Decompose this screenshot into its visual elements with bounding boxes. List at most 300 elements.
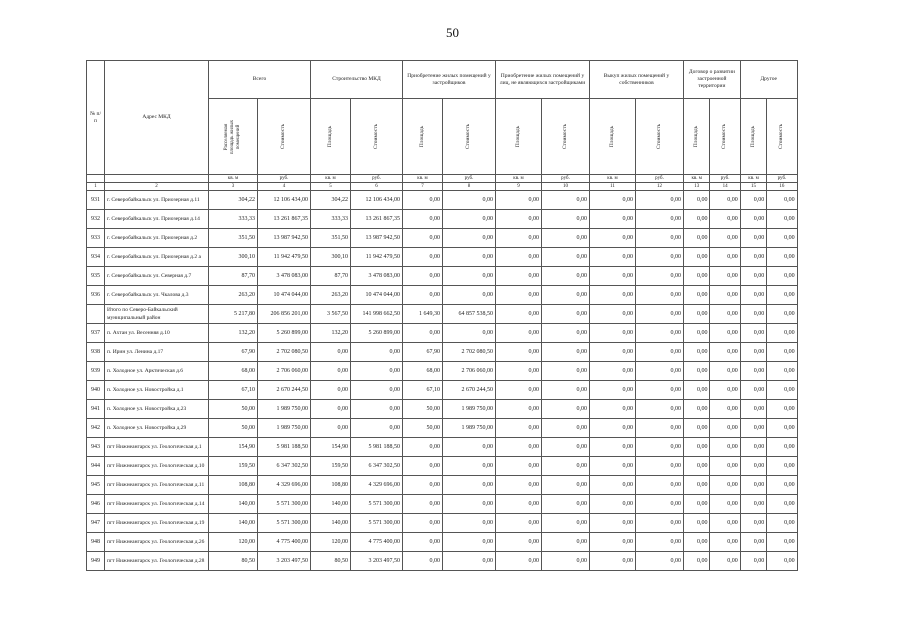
column-index: 8 [443,183,496,191]
value-cell: 0,00 [636,495,684,514]
row-number: 942 [87,419,105,438]
value-cell: 0,00 [636,248,684,267]
value-cell: 0,00 [496,229,542,248]
group-header: Другое [740,61,797,99]
value-cell: 0,00 [542,248,590,267]
value-cell: 0,00 [311,400,351,419]
value-cell: 0,00 [684,210,710,229]
value-cell: 0,00 [542,419,590,438]
value-cell: 0,00 [403,210,443,229]
units-blank [105,175,209,183]
value-cell: 0,00 [443,286,496,305]
group-header: Всего [209,61,311,99]
row-number: 941 [87,400,105,419]
value-cell: 67,90 [403,343,443,362]
value-cell: 0,00 [496,362,542,381]
value-cell: 0,00 [496,286,542,305]
value-cell: 11 942 479,50 [351,248,403,267]
column-header-label: Площадь [750,125,757,148]
table-row [87,286,798,305]
row-address: пгт Нижнеангарск ул. Геологическая д.14 [105,495,209,514]
value-cell: 3 203 497,50 [258,552,311,571]
value-cell: 0,00 [710,495,740,514]
row-number: 944 [87,457,105,476]
value-cell: 5 260 899,00 [351,324,403,343]
value-cell: 0,00 [767,495,797,514]
value-cell: 0,00 [710,248,740,267]
value-cell: 0,00 [496,552,542,571]
value-cell: 0,00 [636,514,684,533]
row-number: 949 [87,552,105,571]
value-cell: 0,00 [740,229,766,248]
table-row [87,305,798,324]
value-cell: 0,00 [542,552,590,571]
units-blank [87,175,105,183]
value-cell: 0,00 [636,267,684,286]
value-cell: 263,20 [209,286,258,305]
value-cell: 0,00 [542,457,590,476]
value-cell: 0,00 [767,362,797,381]
table-row [87,457,798,476]
value-cell: 0,00 [542,381,590,400]
table-row [87,438,798,457]
value-cell: 0,00 [710,419,740,438]
value-cell: 1 649,30 [403,305,443,324]
value-cell: 0,00 [403,286,443,305]
group-header: Строительство МКД [311,61,403,99]
column-index: 15 [740,183,766,191]
value-cell: 50,00 [403,400,443,419]
column-header-label: Площадь [326,125,333,148]
value-cell: 120,00 [209,533,258,552]
column-header-label: Стоимость [562,123,568,150]
value-cell: 0,00 [684,495,710,514]
value-cell: 0,00 [684,400,710,419]
value-cell: 0,00 [684,267,710,286]
value-cell: 154,90 [311,438,351,457]
value-cell: 0,00 [443,514,496,533]
value-cell: 0,00 [496,248,542,267]
value-cell: 0,00 [740,476,766,495]
value-cell: 13 987 942,50 [258,229,311,248]
value-cell: 0,00 [710,514,740,533]
value-cell: 0,00 [636,324,684,343]
value-cell: 0,00 [443,267,496,286]
value-cell: 0,00 [590,400,636,419]
value-cell: 0,00 [443,229,496,248]
value-cell: 0,00 [496,343,542,362]
value-cell: 3 567,50 [311,305,351,324]
value-cell: 0,00 [496,476,542,495]
value-cell: 0,00 [542,191,590,210]
value-cell: 0,00 [740,324,766,343]
group-header: Выкуп жилых помещений у собственников [590,61,684,99]
value-cell: 0,00 [496,210,542,229]
value-cell: 140,00 [311,495,351,514]
value-cell: 0,00 [542,400,590,419]
value-cell: 0,00 [767,419,797,438]
unit-cell: кв. м [496,175,542,183]
value-cell: 0,00 [496,324,542,343]
value-cell: 50,00 [209,400,258,419]
value-cell: 0,00 [740,457,766,476]
value-cell: 0,00 [542,267,590,286]
value-cell: 0,00 [767,248,797,267]
value-cell: 304,22 [311,191,351,210]
address-header: Адрес МКД [105,61,209,175]
value-cell: 0,00 [710,267,740,286]
value-cell: 0,00 [443,476,496,495]
unit-cell: руб. [710,175,740,183]
value-cell: 1 989 750,00 [443,400,496,419]
value-cell: 0,00 [636,533,684,552]
value-cell: 0,00 [311,343,351,362]
row-number: 940 [87,381,105,400]
page-number: 50 [446,25,459,40]
value-cell: 0,00 [740,248,766,267]
column-index: 11 [590,183,636,191]
value-cell: 0,00 [740,362,766,381]
value-cell: 159,50 [209,457,258,476]
value-cell: 0,00 [636,343,684,362]
value-cell: 0,00 [443,210,496,229]
value-cell: 0,00 [767,476,797,495]
value-cell: 0,00 [496,457,542,476]
value-cell: 206 856 201,00 [258,305,311,324]
table-row [87,191,798,210]
value-cell: 0,00 [636,362,684,381]
value-cell: 2 670 244,50 [258,381,311,400]
value-cell: 132,20 [209,324,258,343]
value-cell: 0,00 [710,210,740,229]
value-cell: 0,00 [710,438,740,457]
value-cell: 80,50 [311,552,351,571]
value-cell: 263,20 [311,286,351,305]
value-cell: 0,00 [684,533,710,552]
column-header-label: Стоимость [465,123,472,150]
column-header [209,99,258,175]
value-cell: 0,00 [740,495,766,514]
column-index: 16 [767,183,797,191]
row-number [87,305,105,324]
value-cell: 108,80 [209,476,258,495]
value-cell: 0,00 [710,286,740,305]
value-cell: 0,00 [767,457,797,476]
unit-cell: кв. м [403,175,443,183]
column-header [258,99,311,175]
value-cell: 6 347 302,50 [351,457,403,476]
column-index: 6 [351,183,403,191]
value-cell: 5 571 300,00 [258,495,311,514]
column-index: 10 [542,183,590,191]
row-number: 938 [87,343,105,362]
unit-cell: кв. м [684,175,710,183]
row-number: 936 [87,286,105,305]
value-cell: 0,00 [710,343,740,362]
value-cell: 1 989 750,00 [258,419,311,438]
value-cell: 0,00 [767,533,797,552]
value-cell: 0,00 [542,438,590,457]
value-cell: 0,00 [403,438,443,457]
table-row [87,324,798,343]
value-cell: 12 106 434,00 [351,191,403,210]
value-cell: 0,00 [590,191,636,210]
value-cell: 67,10 [209,381,258,400]
value-cell: 0,00 [403,324,443,343]
value-cell: 0,00 [542,210,590,229]
value-cell: 351,50 [209,229,258,248]
value-cell: 140,00 [311,514,351,533]
value-cell: 0,00 [590,419,636,438]
value-cell: 5 981 188,50 [351,438,403,457]
value-cell: 50,00 [209,419,258,438]
value-cell: 0,00 [351,362,403,381]
value-cell: 0,00 [311,362,351,381]
unit-cell: кв. м [311,175,351,183]
row-number: 931 [87,191,105,210]
value-cell: 0,00 [636,419,684,438]
value-cell: 0,00 [403,476,443,495]
value-cell: 300,10 [209,248,258,267]
value-cell: 0,00 [710,305,740,324]
value-cell: 0,00 [351,400,403,419]
unit-cell: кв. м [209,175,258,183]
value-cell: 0,00 [496,495,542,514]
value-cell: 0,00 [767,400,797,419]
unit-cell: кв. м [590,175,636,183]
value-cell: 0,00 [496,400,542,419]
value-cell: 0,00 [403,191,443,210]
value-cell: 0,00 [710,533,740,552]
value-cell: 3 203 497,50 [351,552,403,571]
column-header [443,99,496,175]
value-cell: 0,00 [767,552,797,571]
value-cell: 67,10 [403,381,443,400]
column-index: 3 [209,183,258,191]
table-row [87,210,798,229]
value-cell: 4 775 400,00 [351,533,403,552]
unit-cell: руб. [767,175,797,183]
value-cell: 0,00 [542,286,590,305]
row-address: п. Холодное ул. Новостройка д.1 [105,381,209,400]
value-cell: 0,00 [496,305,542,324]
value-cell: 0,00 [496,514,542,533]
value-cell: 0,00 [542,324,590,343]
value-cell: 0,00 [767,381,797,400]
row-address: г. Северобайкальск ул. Чкалова д.3 [105,286,209,305]
group-header: Приобретение жилых помещений у лиц, не являющихся застройщиками [496,61,590,99]
value-cell: 0,00 [443,191,496,210]
value-cell: 0,00 [403,457,443,476]
value-cell: 0,00 [590,286,636,305]
value-cell: 0,00 [767,324,797,343]
unit-cell: кв. м [740,175,766,183]
value-cell: 0,00 [590,267,636,286]
value-cell: 0,00 [311,419,351,438]
value-cell: 50,00 [403,419,443,438]
table-row [87,362,798,381]
value-cell: 0,00 [636,552,684,571]
row-number: 939 [87,362,105,381]
row-number: 943 [87,438,105,457]
row-number: 935 [87,267,105,286]
value-cell: 0,00 [710,191,740,210]
value-cell: 4 775 400,00 [258,533,311,552]
value-cell: 0,00 [767,210,797,229]
column-header-label: Стоимость [656,123,662,150]
column-header [684,99,710,175]
table-row [87,514,798,533]
row-address: пгт Нижнеангарск ул. Геологическая д.26 [105,533,209,552]
value-cell: 0,00 [710,476,740,495]
column-header [767,99,797,175]
value-cell: 0,00 [710,457,740,476]
row-address: г. Северобайкальск ул. Приозерная д.11 [105,191,209,210]
value-cell: 5 260 899,00 [258,324,311,343]
value-cell: 132,20 [311,324,351,343]
value-cell: 2 702 080,50 [443,343,496,362]
value-cell: 0,00 [740,210,766,229]
unit-cell: руб. [258,175,311,183]
value-cell: 0,00 [740,286,766,305]
value-cell: 0,00 [684,457,710,476]
value-cell: 0,00 [403,514,443,533]
value-cell: 0,00 [740,343,766,362]
value-cell: 0,00 [767,305,797,324]
value-cell: 68,00 [403,362,443,381]
value-cell: 0,00 [684,191,710,210]
value-cell: 0,00 [351,343,403,362]
value-cell: 67,90 [209,343,258,362]
value-cell: 0,00 [590,438,636,457]
row-address: пгт Нижнеангарск ул. Геологическая д.1 [105,438,209,457]
value-cell: 0,00 [496,438,542,457]
value-cell: 0,00 [684,419,710,438]
row-address: г. Северобайкальск ул. Приозерная д.2 а [105,248,209,267]
value-cell: 1 989 750,00 [258,400,311,419]
row-number: 932 [87,210,105,229]
value-cell: 0,00 [740,400,766,419]
value-cell: 0,00 [443,552,496,571]
column-header [351,99,403,175]
value-cell: 0,00 [311,381,351,400]
value-cell: 0,00 [684,381,710,400]
row-number: 934 [87,248,105,267]
column-header [542,99,590,175]
value-cell: 10 474 044,00 [258,286,311,305]
value-cell: 0,00 [636,381,684,400]
column-index: 4 [258,183,311,191]
value-cell: 0,00 [636,476,684,495]
row-address: пгт Нижнеангарск ул. Геологическая д.11 [105,476,209,495]
row-number: 948 [87,533,105,552]
value-cell: 0,00 [767,191,797,210]
value-cell: 0,00 [710,324,740,343]
value-cell: 0,00 [684,514,710,533]
value-cell: 10 474 044,00 [351,286,403,305]
value-cell: 120,00 [311,533,351,552]
value-cell: 0,00 [740,191,766,210]
value-cell: 0,00 [443,533,496,552]
value-cell: 0,00 [767,286,797,305]
row-number: 947 [87,514,105,533]
value-cell: 0,00 [636,286,684,305]
value-cell: 141 998 662,50 [351,305,403,324]
value-cell: 0,00 [590,210,636,229]
column-header [710,99,740,175]
value-cell: 0,00 [684,552,710,571]
value-cell: 68,00 [209,362,258,381]
value-cell: 0,00 [636,229,684,248]
value-cell: 0,00 [767,343,797,362]
value-cell: 3 478 083,00 [258,267,311,286]
value-cell: 0,00 [740,305,766,324]
row-address: п. Холодное ул. Новостройка д.23 [105,400,209,419]
value-cell: 0,00 [590,495,636,514]
row-address: п. Ахтан ул. Весенняя д.10 [105,324,209,343]
row-number: 945 [87,476,105,495]
value-cell: 87,70 [209,267,258,286]
value-cell: 64 857 538,50 [443,305,496,324]
value-cell: 0,00 [590,552,636,571]
value-cell: 0,00 [443,495,496,514]
value-cell: 0,00 [767,267,797,286]
value-cell: 0,00 [542,362,590,381]
value-cell: 0,00 [542,533,590,552]
table-row [87,267,798,286]
value-cell: 0,00 [636,457,684,476]
column-header-label: Площадь [514,125,521,148]
num-header: № п/п [87,61,105,175]
column-header-label: Площадь [693,125,700,148]
value-cell: 6 347 302,50 [258,457,311,476]
value-cell: 0,00 [740,514,766,533]
value-cell: 0,00 [542,305,590,324]
value-cell: 304,22 [209,191,258,210]
value-cell: 0,00 [636,191,684,210]
value-cell: 0,00 [542,514,590,533]
row-address: п. Холодное ул. Арктическая д.6 [105,362,209,381]
value-cell: 0,00 [351,381,403,400]
value-cell: 0,00 [351,419,403,438]
value-cell: 0,00 [684,286,710,305]
row-address: п. Ирин ул. Ленина д.17 [105,343,209,362]
value-cell: 0,00 [636,400,684,419]
table-row [87,381,798,400]
column-header-label: Стоимость [778,123,785,150]
row-address: п. Холодное ул. Новостройка д.29 [105,419,209,438]
row-address: пгт Нижнеангарск ул. Геологическая д.19 [105,514,209,533]
value-cell: 0,00 [590,324,636,343]
group-header: Приобретение жилых помещений у застройщиков [403,61,496,99]
value-cell: 5 981 188,50 [258,438,311,457]
value-cell: 80,50 [209,552,258,571]
table-row [87,552,798,571]
value-cell: 0,00 [684,362,710,381]
value-cell: 5 217,80 [209,305,258,324]
value-cell: 0,00 [740,381,766,400]
value-cell: 12 106 434,00 [258,191,311,210]
value-cell: 0,00 [403,248,443,267]
value-cell: 140,00 [209,495,258,514]
value-cell: 0,00 [403,533,443,552]
table-row [87,495,798,514]
column-header [496,99,542,175]
value-cell: 0,00 [710,552,740,571]
value-cell: 0,00 [443,438,496,457]
column-header [403,99,443,175]
column-header [311,99,351,175]
